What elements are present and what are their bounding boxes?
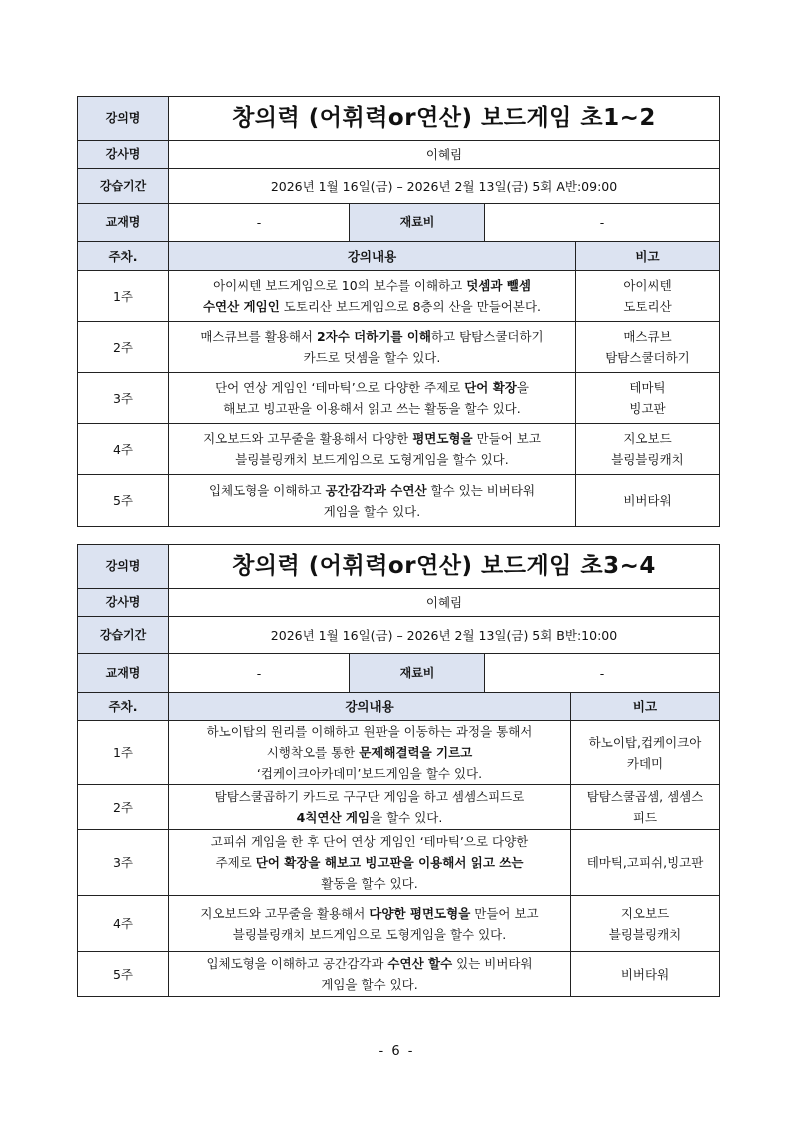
week-row: [78, 271, 720, 322]
week-content: [169, 322, 576, 373]
week-note: [571, 830, 720, 896]
content-line: [173, 398, 571, 419]
note-line: 매스큐브: [623, 329, 672, 344]
content-text: 을 할수 있다.: [370, 810, 443, 825]
textbook-label: 교재명: [78, 204, 169, 242]
content-text: 활동을 할수 있다.: [321, 876, 418, 891]
content-line: [173, 501, 571, 522]
week-number: 3주: [78, 830, 169, 896]
material-fee-value: -: [485, 654, 720, 693]
week-number: 5주: [78, 952, 169, 997]
note-line: 테마틱,고피쉬,빙고판: [586, 855, 704, 870]
period-label: 강습기간: [78, 169, 169, 204]
week-number: 1주: [78, 721, 169, 785]
content-line: [173, 786, 566, 807]
week-number: 2주: [78, 785, 169, 830]
material-fee-label: 재료비: [350, 654, 485, 693]
content-line: [173, 347, 571, 368]
content-line: [173, 480, 571, 501]
content-emphasis: 4칙연산 게임: [296, 810, 371, 825]
week-row: [78, 896, 720, 952]
week-number: 3주: [78, 373, 169, 424]
content-text: 매스큐브를 활용해서: [200, 329, 317, 344]
content-emphasis: 다양한 평면도형을: [369, 905, 471, 921]
note-line: 비버타워: [620, 966, 670, 982]
content-emphasis: 단어 확장을 해보고 빙고판을 이용해서 읽고 쓰는: [255, 855, 524, 870]
content-text: 탐탐스쿨곱하기 카드로 구구단 게임을 하고 셈셈스피드로: [214, 789, 525, 804]
week-number: 4주: [78, 424, 169, 475]
textbook-value: -: [169, 654, 350, 693]
content-line: [173, 953, 566, 974]
content-text: 블링블링캐치 보드게임으로 도형게임을 할수 있다.: [235, 452, 509, 467]
material-fee-label: 재료비: [350, 204, 485, 242]
week-content: [169, 952, 571, 997]
week-row: [78, 475, 720, 527]
week-content: [169, 721, 571, 785]
instructor-value: 이혜림: [169, 589, 720, 617]
week-row: [78, 830, 720, 896]
week-row: [78, 373, 720, 424]
content-line: [173, 852, 566, 873]
week-note: [576, 475, 720, 527]
content-text: 게임을 할수 있다.: [321, 977, 418, 992]
content-line: [173, 449, 571, 470]
content-line: [173, 377, 571, 398]
content-line: [173, 326, 571, 347]
note-line: 카데미: [626, 755, 664, 771]
note-line: 지오보드: [620, 905, 670, 921]
content-line: [173, 763, 566, 784]
content-text: 도토리산 보드게임으로 8층의 산을 만들어본다.: [279, 299, 542, 314]
note-line: 테마틱: [629, 380, 666, 395]
content-line: [173, 275, 571, 296]
course-title: 창의력 (어휘력or연산) 보드게임 초3~4: [169, 545, 720, 589]
note-line: 탐탐스쿨곱셈, 셈셈스: [586, 789, 704, 804]
content-text: 있는 비버타워: [452, 956, 533, 971]
content-text: 해보고 빙고판을 이용해서 읽고 쓰는 활동을 할수 있다.: [223, 401, 521, 416]
week-number: 4주: [78, 896, 169, 952]
content-text: 게임을 할수 있다.: [323, 503, 421, 519]
content-text: 지오보드와 고무줄을 활용해서: [200, 905, 370, 921]
content-emphasis: 평면도형을: [412, 431, 473, 446]
content-line: [173, 428, 571, 449]
content-text: 을: [516, 380, 529, 395]
material-fee-value: -: [485, 204, 720, 242]
note-line: 지오보드: [623, 431, 672, 446]
week-note: [571, 952, 720, 997]
note-header: 비고: [571, 693, 720, 721]
week-content: [169, 475, 576, 527]
note-header: 비고: [576, 242, 720, 271]
week-header: 주차.: [78, 693, 169, 721]
week-note: [576, 322, 720, 373]
content-text: 할수 있는 비버타워: [426, 482, 536, 498]
note-line: 블링블링캐치: [608, 926, 682, 942]
page-number: - 6 -: [378, 1044, 415, 1059]
content-line: [173, 974, 566, 995]
note-line: 아이씨텐: [623, 278, 672, 293]
content-line: [173, 807, 566, 828]
period-value: 2026년 1월 16일(금) – 2026년 2월 13일(금) 5회 A반:09:00: [169, 169, 720, 204]
content-line: [173, 873, 566, 894]
course-table-1: [77, 96, 720, 527]
content-line: [173, 903, 566, 924]
content-text: 입체도형을 이해하고: [208, 482, 326, 498]
textbook-label: 교재명: [78, 654, 169, 693]
note-line: 피드: [632, 810, 658, 825]
week-content: [169, 830, 571, 896]
note-line: 탐탐스쿨더하기: [605, 350, 690, 365]
content-emphasis: 문제해결력을 기르고: [359, 745, 473, 760]
week-note: [576, 424, 720, 475]
content-text: 입체도형을 이해하고 공간감각과: [206, 956, 388, 971]
content-text: 주제로: [215, 855, 256, 870]
course-name-label: 강의명: [78, 545, 169, 589]
content-text: ‘컵케이크아카데미’보드게임을 할수 있다.: [256, 766, 483, 781]
week-number: 2주: [78, 322, 169, 373]
content-line: [173, 831, 566, 852]
instructor-value: 이혜림: [169, 141, 720, 169]
week-header: 주차.: [78, 242, 169, 271]
content-text: 지오보드와 고무줄을 활용해서 다양한: [203, 431, 413, 446]
note-line: 하노이탑,컵케이크아: [588, 734, 702, 750]
content-emphasis: 공간감각과 수연산: [325, 482, 427, 498]
period-value: 2026년 1월 16일(금) – 2026년 2월 13일(금) 5회 B반:10:00: [169, 617, 720, 654]
content-line: [173, 742, 566, 763]
week-row: [78, 721, 720, 785]
textbook-value: -: [169, 204, 350, 242]
week-content: [169, 373, 576, 424]
content-text: 고피쉬 게임을 한 후 단어 연상 게임인 ‘테마틱’으로 다양한: [210, 834, 529, 849]
week-content: [169, 896, 571, 952]
content-emphasis: 2자수 더하기를 이해: [316, 329, 431, 344]
content-emphasis: 덧셈과 뺄셈: [466, 278, 531, 293]
week-note: [571, 896, 720, 952]
note-line: 블링블링캐치: [611, 452, 684, 467]
content-line: [173, 721, 566, 742]
period-label: 강습기간: [78, 617, 169, 654]
note-line: 빙고판: [629, 401, 666, 416]
content-text: 하노이탑의 원리를 이해하고 원판을 이동하는 과정을 통해서: [206, 724, 533, 739]
content-text: 만들어 보고: [470, 905, 539, 921]
week-row: [78, 322, 720, 373]
content-header: 강의내용: [169, 693, 571, 721]
content-emphasis: 수연산 게임인: [202, 299, 280, 314]
content-text: 단어 연상 게임인 ‘테마틱’으로 다양한 주제로: [215, 380, 465, 395]
content-emphasis: 수연산 할수: [387, 956, 453, 971]
week-row: [78, 952, 720, 997]
content-text: 아이씨텐 보드게임으로 10의 보수를 이해하고: [213, 278, 467, 293]
note-line: 도토리산: [623, 299, 672, 314]
content-text: 하고 탐탐스쿨더하기: [430, 329, 544, 344]
week-note: [571, 721, 720, 785]
course-title: 창의력 (어휘력or연산) 보드게임 초1~2: [169, 97, 720, 141]
week-row: [78, 785, 720, 830]
content-header: 강의내용: [169, 242, 576, 271]
content-text: 시행착오를 통한: [266, 745, 360, 760]
content-text: 카드로 덧셈을 할수 있다.: [303, 350, 441, 365]
content-emphasis: 단어 확장: [464, 380, 517, 395]
week-number: 5주: [78, 475, 169, 527]
note-line: 비버타워: [623, 493, 672, 508]
week-content: [169, 271, 576, 322]
instructor-label: 강사명: [78, 589, 169, 617]
content-line: [173, 296, 571, 317]
week-note: [576, 373, 720, 424]
week-row: [78, 424, 720, 475]
week-note: [576, 271, 720, 322]
content-text: 블링블링캐치 보드게임으로 도형게임을 할수 있다.: [232, 926, 507, 942]
content-line: [173, 924, 566, 945]
week-note: [571, 785, 720, 830]
course-table-2: [77, 544, 720, 997]
week-content: [169, 785, 571, 830]
course-name-label: 강의명: [78, 97, 169, 141]
content-text: 만들어 보고: [472, 431, 541, 446]
instructor-label: 강사명: [78, 141, 169, 169]
week-content: [169, 424, 576, 475]
week-number: 1주: [78, 271, 169, 322]
